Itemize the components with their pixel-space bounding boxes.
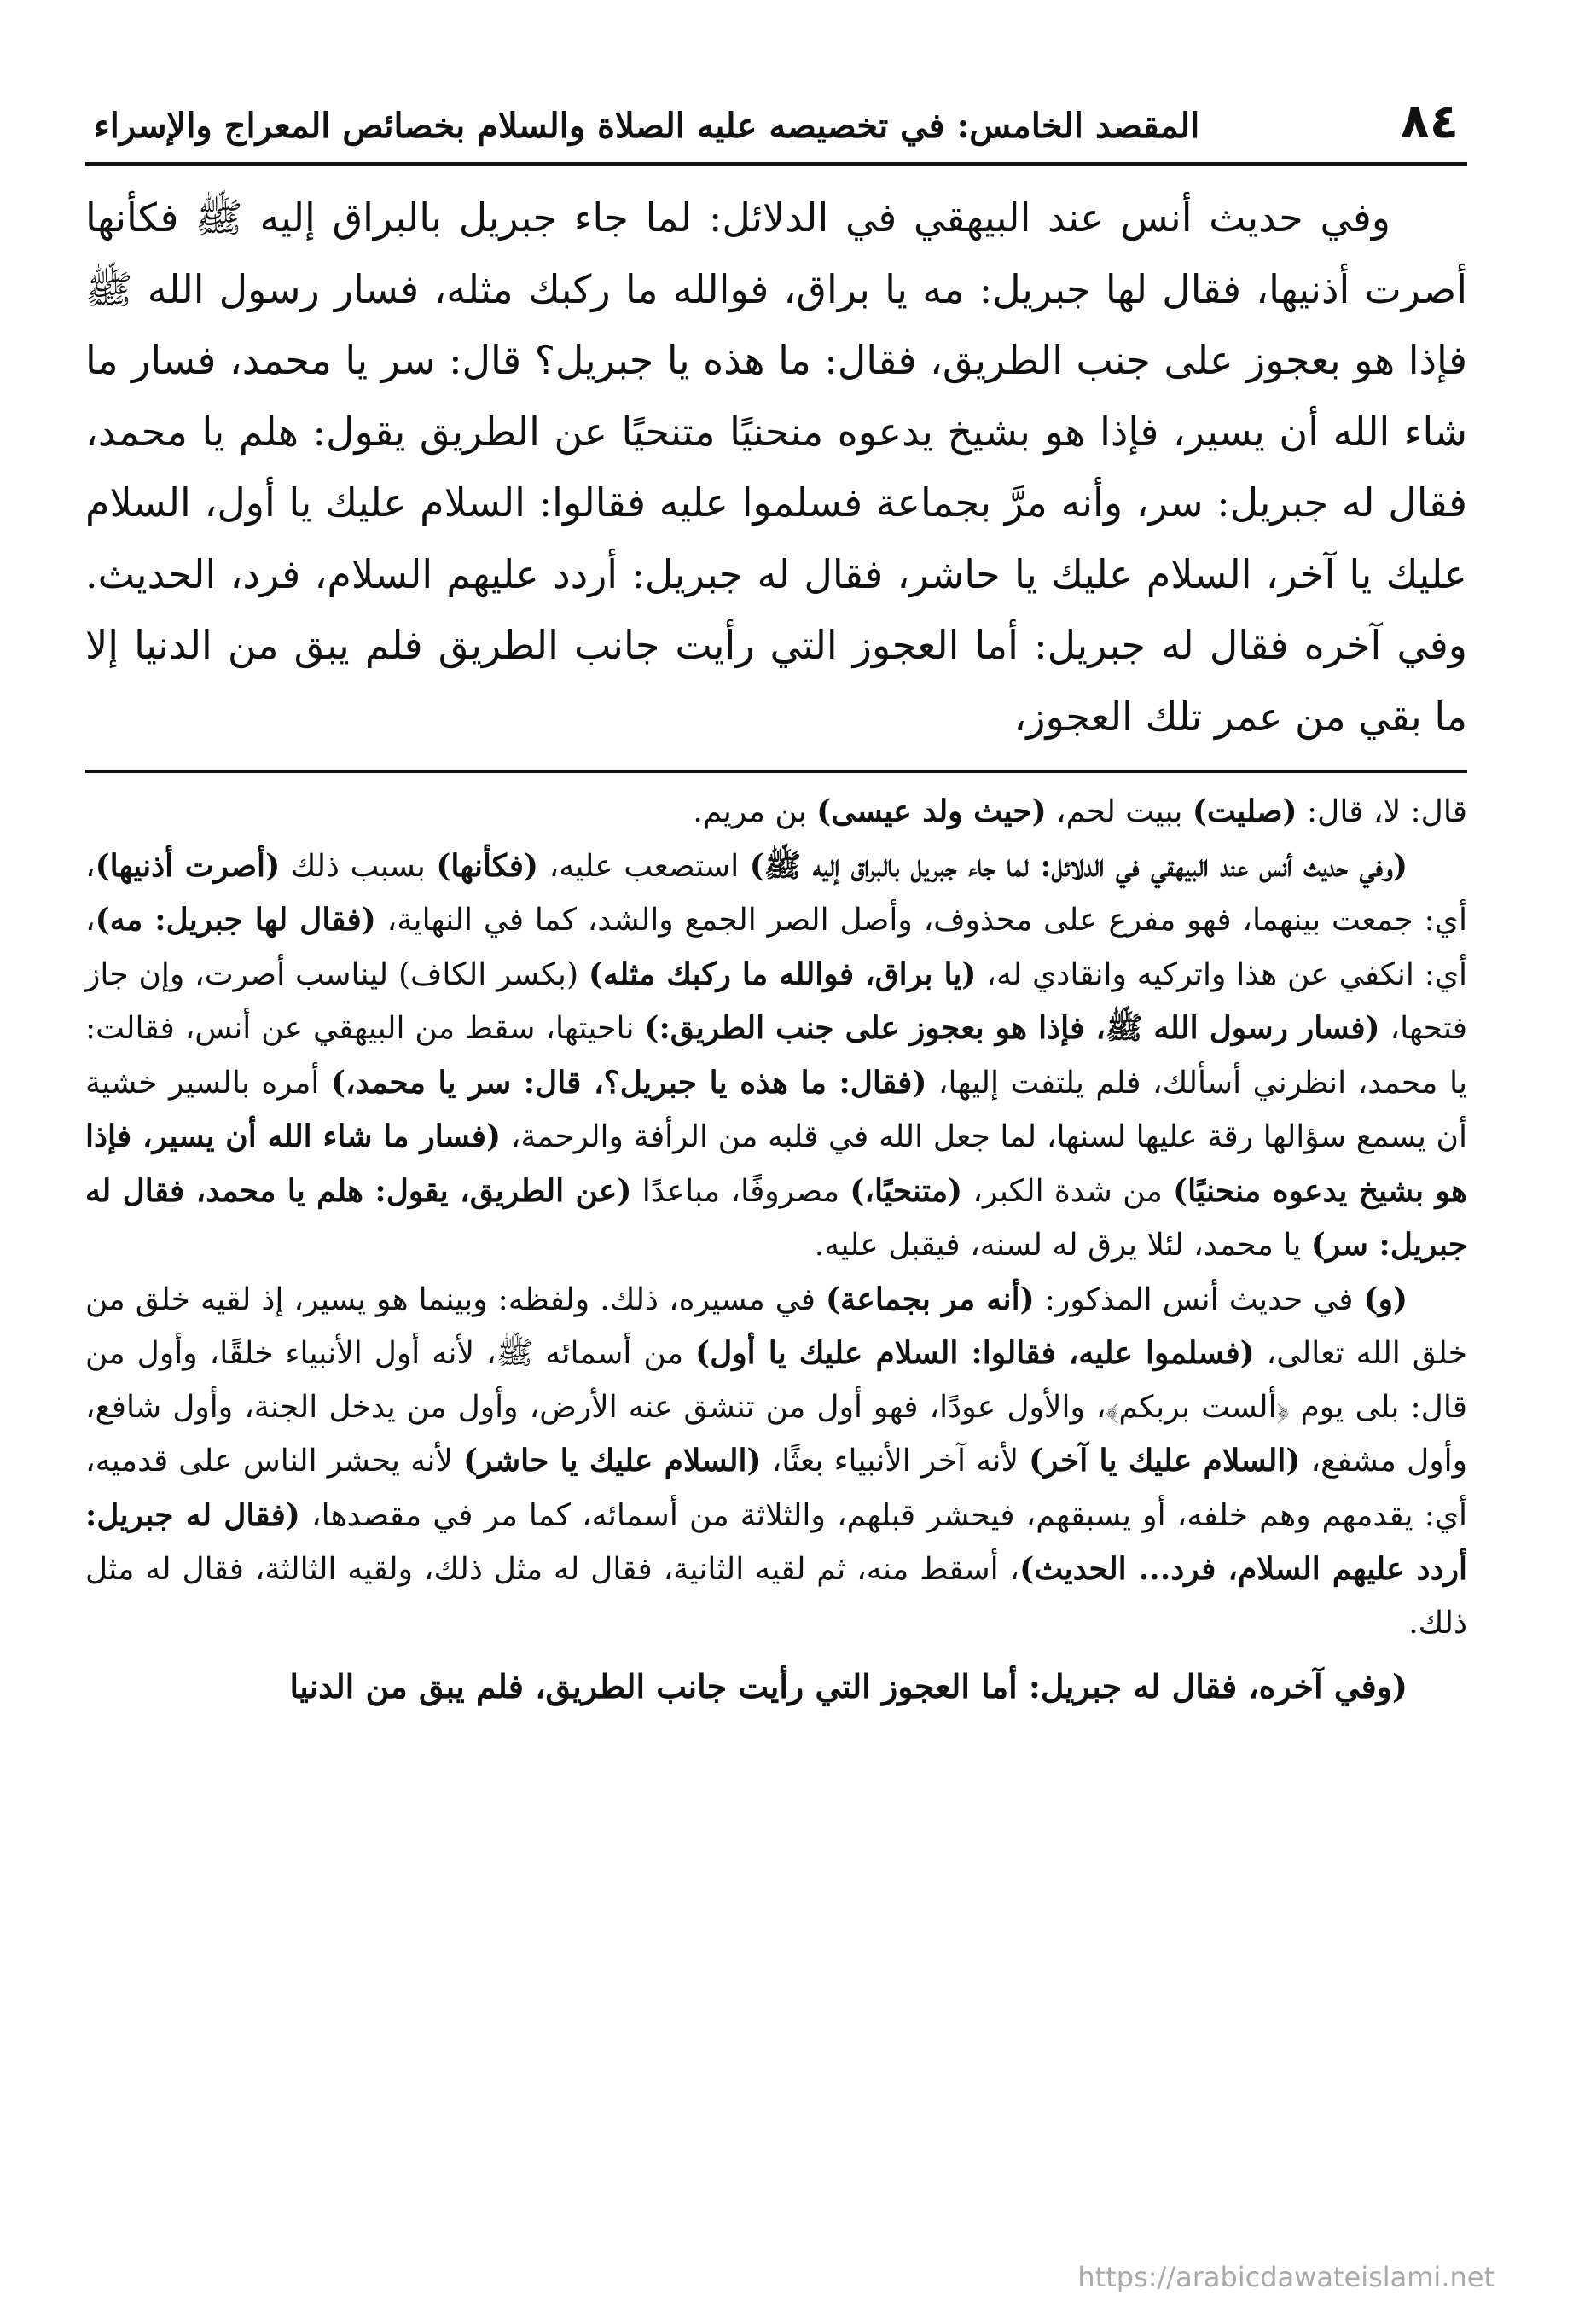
commentary-text: لأنه آخر الأنبياء بعثًا، — [761, 1444, 1030, 1479]
commentary-text: بن مريم. — [693, 794, 817, 829]
quoted-text: (صليت) — [1192, 793, 1297, 829]
quoted-text: (فكأنها) — [436, 847, 539, 884]
commentary — [85, 785, 1467, 1714]
quoted-text: (السلام عليك يا حاشر) — [463, 1443, 762, 1479]
main-text — [85, 183, 1467, 752]
quoted-text: (فسلموا عليه، فقالوا: السلام عليك يا أول) — [695, 1335, 1255, 1371]
commentary-text: ، أي: جمعت بينهما، فهو مفرع على محذوف، وأصل الصر الجمع والشد، كما في النهاية، — [85, 848, 1467, 938]
commentary-text: ببيت لحم، — [1046, 794, 1193, 829]
commentary-text: أمره بالسير خشية أن يسمع سؤالها رقة عليها لسنها، لما جعل الله في قلبه من الرأفة والرحمة، — [85, 1065, 1468, 1154]
quoted-text: (عن الطريق، يقول: هلم يا محمد، فقال له جبريل: سر) — [85, 1172, 1467, 1263]
page-number: ٨٤ — [1400, 94, 1459, 149]
commentary-text: ناحيتها، سقط من البيهقي عن أنس، فقالت: يا محمد، انظرني أسألك، فلم يلتفت إليها، — [85, 1011, 1467, 1101]
quoted-text: (أنه مر بجماعة) — [826, 1281, 1035, 1317]
commentary-text: (بكسر الكاف) ليناسب أصرت، وإن جاز فتحها، — [85, 956, 1467, 1046]
commentary-text: من شدة الكبر، — [962, 1173, 1174, 1209]
commentary-text: لأنه يحشر الناس على قدميه، أي: يقدمهم وهم خلفه، أو يسبقهم، فيحشر قبلهم، والثلاثة من أسمائه، كما مر في مقصدها، — [85, 1444, 1467, 1533]
quoted-text: (حيث ولد عيسى) — [816, 793, 1047, 829]
commentary-text: من أسمائه ﷺ، لأنه أول الأنبياء خلقًا، وأول من قال: بلى يوم ﴿ألست بربكم﴾، والأول عودًا، فهو أول من تنشق عنه الأرض، وأول من يدخل الجنة، وأول شافع، وأول مشفع، — [85, 1336, 1467, 1479]
quoted-text: (فسار ما شاء الله أن يسير، فإذا هو بشيخ يدعوه منحنيًا) — [85, 1118, 1468, 1209]
quoted-text: (وفي حديث أنس عند البيهقي في الدلائل: لما جاء جبريل بالبراق إليه ﷺ) — [749, 847, 1408, 884]
quoted-text: (فقال له جبريل: أردد عليهم السلام، فرد... الحديث) — [85, 1496, 1467, 1587]
commentary-text: مصروفًا، مباعدًا — [631, 1173, 850, 1209]
book-page — [85, 94, 1467, 2278]
quoted-text: (متنحيًا،) — [850, 1172, 963, 1209]
main-paragraph: وفي حديث أنس عند البيهقي في الدلائل: لما جاء جبريل بالبراق إليه ﷺ فكأنها أصرت أذنيها، فقال لها جبريل: مه يا براق، فوالله ما ركبك مثله، فسار رسول الله ﷺ فإذا هو بعجوز على جنب الطريق، فقال: ما هذه يا جبريل؟ قال: سر يا محمد، فسار ما شاء الله أن يسير، فإذا هو بشيخ يدعوه منحنيًا متنحيًا عن الطريق يقول: هلم يا محمد، فقال له جبريل: سر، وأنه مرَّ بجماعة فسلموا عليه فقالوا: السلام عليك يا أول، السلام عليك يا آخر، السلام عليك يا حاشر، فقال له جبريل: أردد عليهم السلام، فرد، الحديث. وفي آخره فقال له جبريل: أما العجوز التي رأيت جانب الطريق فلم يبق من الدنيا إلا ما بقي من عمر تلك العجوز، — [85, 195, 1467, 740]
footnote-divider — [85, 770, 1467, 773]
commentary-text: في مسيره، ذلك. ولفظه: وبينما هو يسير، إذ لقيه خلق من خلق الله تعالى، — [85, 1281, 1467, 1371]
quoted-text: (فقال لها جبريل: مه) — [95, 902, 376, 938]
quoted-text: (يا براق، فوالله ما ركبك مثله) — [588, 956, 977, 992]
commentary-text: في حديث أنس المذكور: — [1034, 1281, 1364, 1317]
page-header — [85, 94, 1467, 166]
running-title: المقصد الخامس: في تخصيصه عليه الصلاة والسلام بخصائص المعراج والإسراء — [94, 106, 1200, 146]
commentary-paragraph-2 — [85, 840, 1467, 1273]
quoted-text: (فقال: ما هذه يا جبريل؟، قال: سر يا محمد،) — [330, 1064, 927, 1101]
watermark-url: https://arabicdawateislami.net — [1077, 2261, 1495, 2293]
commentary-paragraph-1 — [85, 785, 1467, 840]
commentary-text: ، أي: انكفي عن هذا واتركيه وانقادي له، — [85, 903, 1467, 992]
commentary-text: قال: لا، قال: — [1297, 794, 1467, 829]
quoted-text: (السلام عليك يا آخر) — [1029, 1443, 1301, 1479]
commentary-text: ، أسقط منه، ثم لقيه الثانية، فقال له مثل ذلك، ولقيه الثالثة، فقال له مثل ذلك. — [85, 1552, 1467, 1641]
commentary-paragraph-3 — [85, 1273, 1467, 1651]
commentary-text: بسبب ذلك — [280, 848, 437, 884]
commentary-text: يا محمد، لئلا يرق له لسنه، فيقبل عليه. — [814, 1228, 1311, 1263]
commentary-last-line: (وفي آخره، فقال له جبريل: أما العجوز التي رأيت جانب الطريق، فلم يبق من الدنيا — [289, 1667, 1408, 1705]
quoted-text: (أصرت أذنيها) — [95, 847, 281, 884]
quoted-text: (و) — [1363, 1281, 1408, 1317]
quoted-text: (فسار رسول الله ﷺ، فإذا هو بعجوز على جنب الطريق:) — [644, 1010, 1380, 1046]
commentary-text: استصعب عليه، — [538, 848, 750, 884]
